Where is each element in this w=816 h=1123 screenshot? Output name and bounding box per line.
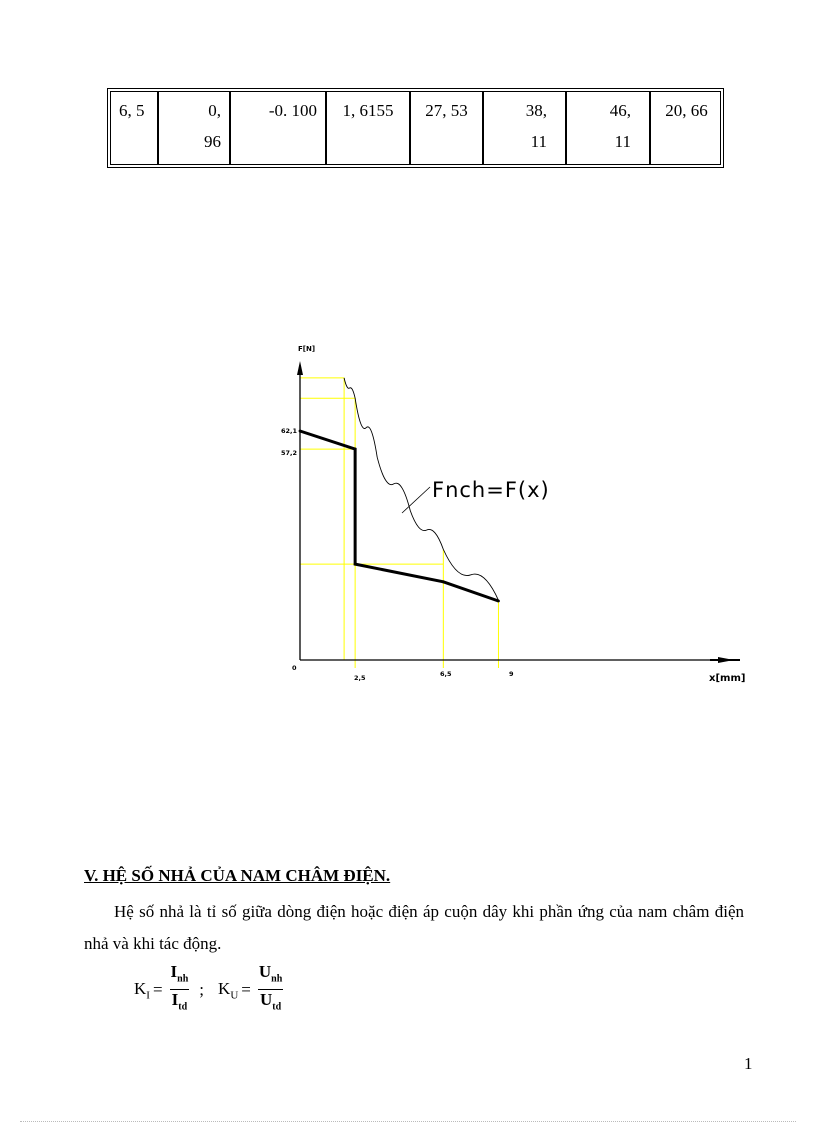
data-point <box>497 600 500 603</box>
release-coefficient-formula <box>134 962 287 1018</box>
table-row <box>111 92 722 164</box>
curve-annotation: Fnch=F(x) <box>432 478 550 502</box>
y-tick-label: 57,2 <box>281 449 298 457</box>
data-point <box>354 448 357 451</box>
table-cell: 20, 66 <box>650 92 722 164</box>
ku-fraction: $\frac{U_{nh}}{U_{td}}$ <box>258 962 283 1013</box>
ki-symbol: $K_I$ <box>134 978 150 1002</box>
guide-lines <box>300 378 498 668</box>
table-cell: 0, 96 <box>158 92 230 164</box>
table-cell: 38, 11 <box>483 92 566 164</box>
page-bottom-rule <box>20 1121 796 1122</box>
x-tick-label: 2,5 <box>354 674 366 682</box>
section-paragraph: Hệ số nhả là tỉ số giữa dòng điện hoặc điện áp cuộn dây khi phần ứng của nam châm điện nhả và khi tác động. <box>84 902 744 953</box>
data-table <box>111 92 722 164</box>
equals-sign: = <box>241 979 251 999</box>
annotation-leader <box>402 487 430 513</box>
table-cell: 46, 11 <box>566 92 650 164</box>
chart-axes <box>297 361 740 663</box>
x-tick-label: 9 <box>509 670 514 678</box>
table-cell: -0. 100 <box>230 92 326 164</box>
x-tick-label: 0 <box>292 664 297 672</box>
x-axis-label: x[mm] <box>709 673 746 684</box>
equals-sign: = <box>152 979 163 999</box>
data-point <box>442 580 445 583</box>
force-chart <box>270 335 750 690</box>
y-axis-label: F[N] <box>298 345 316 353</box>
table-cell: 6, 5 <box>119 101 145 120</box>
table-cell: 27, 53 <box>410 92 483 164</box>
data-table-inner-frame <box>110 91 721 165</box>
y-axis-arrow <box>297 361 303 375</box>
x-tick-label: 6,5 <box>440 670 452 678</box>
chart-labels <box>281 345 745 684</box>
table-cell: 1, 6155 <box>326 92 410 164</box>
y-tick-label: 62,1 <box>281 427 298 435</box>
formula-separator: ; <box>199 979 205 999</box>
data-point <box>354 563 357 566</box>
page-number: 1 <box>744 1054 753 1073</box>
ki-fraction: $\frac{I_{nh}}{I_{td}}$ <box>170 962 189 1013</box>
ku-symbol: $K_U$ <box>218 978 239 1002</box>
section-heading: V. HỆ SỐ NHẢ CỦA NAM CHÂM ĐIỆN. <box>84 866 391 885</box>
data-table-frame <box>107 88 724 168</box>
data-point <box>299 430 302 433</box>
